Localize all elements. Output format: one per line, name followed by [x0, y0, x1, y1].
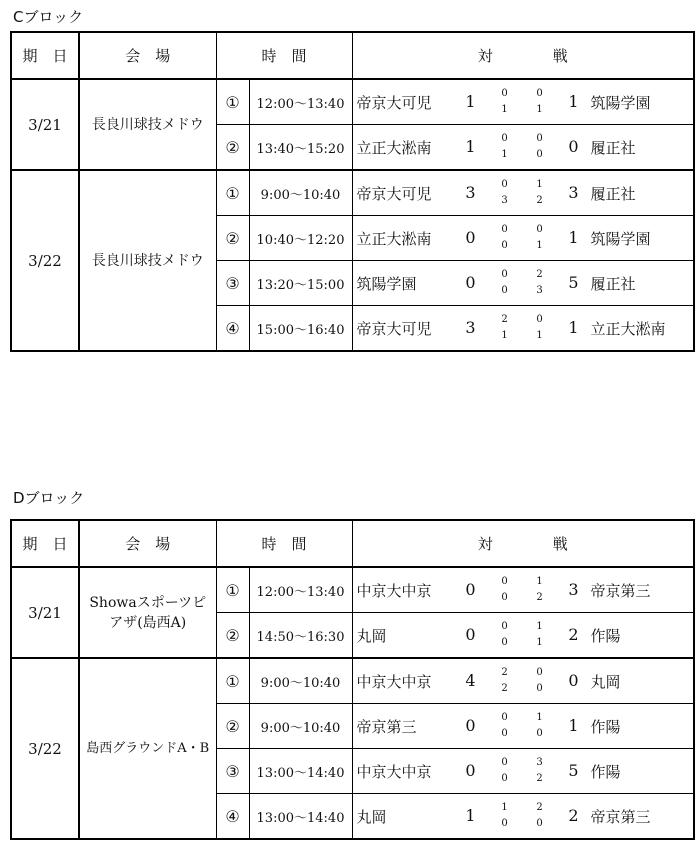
half-2-score: 1 2: [536, 179, 543, 206]
match-venue: [79, 567, 216, 658]
score-a: 0: [465, 228, 476, 247]
score-a: 0: [465, 625, 476, 644]
half-2-score: 0 1: [536, 224, 543, 251]
half-1-score: 2 1: [501, 314, 508, 341]
half-1-score: 0 0: [501, 757, 508, 784]
match-time: 12:00～13:40: [249, 567, 352, 613]
half-2-score: 0 1: [536, 88, 543, 115]
team-a: 中京大中京: [356, 673, 432, 691]
header-match: 対 戦: [352, 520, 694, 567]
match-number: ④: [216, 794, 249, 840]
table-header: [11, 520, 694, 567]
score-b: 2: [568, 806, 579, 825]
team-a: 立正大淞南: [356, 139, 432, 157]
match-result: [352, 613, 694, 659]
match-date: 3/22: [11, 658, 79, 839]
match-date: 3/21: [11, 79, 79, 170]
header-time: 時 間: [216, 520, 352, 567]
score-b: 0: [568, 671, 579, 690]
half-1-score: 0 0: [501, 576, 508, 603]
half-1-score: 1 0: [501, 802, 508, 829]
score-b: 1: [568, 228, 579, 247]
match-result: [352, 567, 694, 613]
match-venue: 長良川球技メドウ: [79, 170, 216, 351]
schedule-table-d: [10, 519, 695, 840]
match-result: [352, 216, 694, 261]
score-b: 2: [568, 625, 579, 644]
half-2-score: 1 0: [536, 712, 543, 739]
half-2-score: 0 0: [536, 667, 543, 694]
match-number: ④: [216, 306, 249, 352]
score-a: 4: [465, 671, 476, 690]
score-b: 5: [568, 761, 579, 780]
team-b: 作陽: [590, 627, 621, 645]
team-a: 帝京大可児: [356, 320, 432, 338]
team-b: 筑陽学園: [590, 94, 651, 112]
venue-line-2: アザ(島西A): [109, 614, 187, 631]
match-number: ③: [216, 749, 249, 794]
team-a: 丸岡: [356, 808, 387, 826]
match-number: ①: [216, 79, 249, 125]
table-row: [11, 79, 694, 125]
team-a: 丸岡: [356, 627, 387, 645]
team-b: 丸岡: [590, 673, 621, 691]
schedule-table-c: [10, 31, 695, 352]
score-a: 3: [465, 318, 476, 337]
table-row: [11, 170, 694, 216]
half-1-score: 0 1: [501, 88, 508, 115]
score-b: 1: [568, 92, 579, 111]
table-row: [11, 567, 694, 613]
score-b: 1: [568, 716, 579, 735]
half-1-score: 0 0: [501, 712, 508, 739]
match-result: [352, 794, 694, 840]
score-a: 0: [465, 273, 476, 292]
match-time: 13:00～14:40: [249, 794, 352, 840]
half-2-score: 1 2: [536, 576, 543, 603]
team-b: 帝京第三: [590, 582, 651, 600]
score-a: 3: [465, 183, 476, 202]
match-result: [352, 125, 694, 171]
team-a: 帝京大可児: [356, 185, 432, 203]
match-time: 10:40～12:20: [249, 216, 352, 261]
match-number: ①: [216, 658, 249, 704]
half-1-score: 0 0: [501, 621, 508, 648]
table-row: [11, 658, 694, 704]
team-b: 履正社: [590, 185, 636, 203]
team-a: 帝京大可児: [356, 94, 432, 112]
match-time: 9:00～10:40: [249, 658, 352, 704]
half-1-score: 2 2: [501, 667, 508, 694]
half-2-score: 2 0: [536, 802, 543, 829]
header-venue: 会 場: [79, 520, 216, 567]
match-result: [352, 306, 694, 352]
half-1-score: 0 1: [501, 133, 508, 160]
match-number: ②: [216, 704, 249, 749]
score-b: 3: [568, 580, 579, 599]
match-date: 3/22: [11, 170, 79, 351]
team-a: 帝京第三: [356, 718, 417, 736]
match-time: 15:00～16:40: [249, 306, 352, 352]
score-a: 0: [465, 716, 476, 735]
half-2-score: 0 0: [536, 133, 543, 160]
match-number: ②: [216, 216, 249, 261]
match-time: 9:00～10:40: [249, 170, 352, 216]
score-a: 1: [465, 92, 476, 111]
match-number: ③: [216, 261, 249, 306]
match-result: [352, 704, 694, 749]
match-result: [352, 658, 694, 704]
score-a: 1: [465, 806, 476, 825]
half-1-score: 0 0: [501, 269, 508, 296]
score-b: 1: [568, 318, 579, 337]
half-2-score: 1 1: [536, 621, 543, 648]
match-number: ②: [216, 125, 249, 171]
match-time: 13:20～15:00: [249, 261, 352, 306]
block-title-c: Cブロック: [13, 8, 84, 26]
venue-line-1: Showaスポーツピ: [89, 594, 207, 611]
half-2-score: 0 1: [536, 314, 543, 341]
header-venue: 会 場: [79, 32, 216, 79]
match-result: [352, 261, 694, 306]
header-match: 対 戦: [352, 32, 694, 79]
match-time: 13:00～14:40: [249, 749, 352, 794]
match-number: ①: [216, 170, 249, 216]
score-a: 0: [465, 580, 476, 599]
match-result: [352, 170, 694, 216]
score-a: 1: [465, 137, 476, 156]
half-2-score: 3 2: [536, 757, 543, 784]
match-result: [352, 749, 694, 794]
match-date: 3/21: [11, 567, 79, 658]
match-venue: 島西グラウンドA・B: [79, 658, 216, 839]
half-2-score: 2 3: [536, 269, 543, 296]
match-result: [352, 79, 694, 125]
score-a: 0: [465, 761, 476, 780]
match-time: 12:00～13:40: [249, 79, 352, 125]
match-venue: 長良川球技メドウ: [79, 79, 216, 170]
score-b: 5: [568, 273, 579, 292]
header-date: 期 日: [11, 32, 79, 79]
team-b: 筑陽学園: [590, 230, 651, 248]
team-b: 作陽: [590, 763, 621, 781]
team-a: 筑陽学園: [356, 275, 417, 293]
team-b: 作陽: [590, 718, 621, 736]
team-a: 中京大中京: [356, 582, 432, 600]
match-number: ②: [216, 613, 249, 659]
team-b: 履正社: [590, 275, 636, 293]
team-a: 中京大中京: [356, 763, 432, 781]
block-title-d: Dブロック: [13, 489, 85, 507]
match-time: 9:00～10:40: [249, 704, 352, 749]
team-b: 立正大淞南: [590, 320, 666, 338]
team-b: 帝京第三: [590, 808, 651, 826]
match-time: 13:40～15:20: [249, 125, 352, 171]
table-header: [11, 32, 694, 79]
match-time: 14:50～16:30: [249, 613, 352, 659]
match-number: ①: [216, 567, 249, 613]
header-date: 期 日: [11, 520, 79, 567]
score-b: 0: [568, 137, 579, 156]
score-b: 3: [568, 183, 579, 202]
team-b: 履正社: [590, 139, 636, 157]
team-a: 立正大淞南: [356, 230, 432, 248]
header-time: 時 間: [216, 32, 352, 79]
half-1-score: 0 0: [501, 224, 508, 251]
half-1-score: 0 3: [501, 179, 508, 206]
